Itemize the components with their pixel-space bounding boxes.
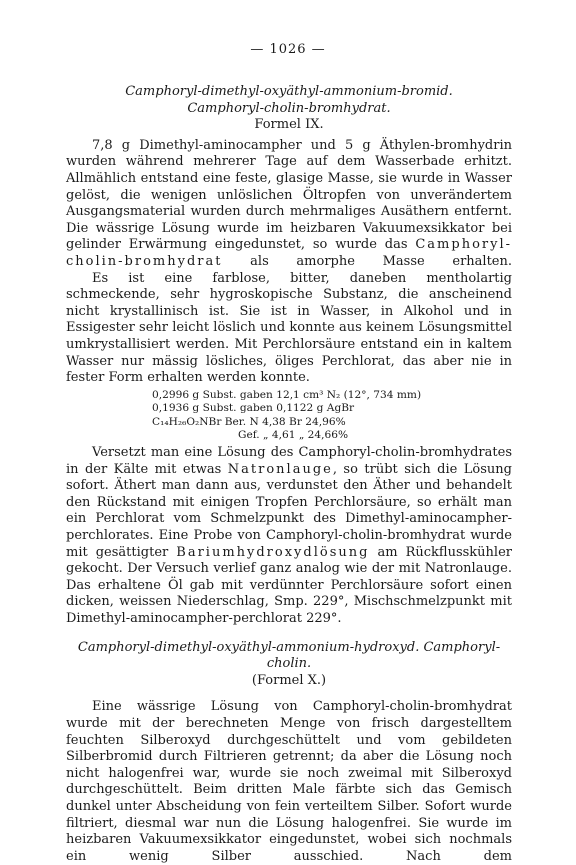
analysis-line: C₁₄H₂₆O₂NBr Ber. N 4,38 Br 24,96% (152, 415, 346, 428)
analysis-line: 0,2996 g Subst. gaben 12,1 cm³ N₂ (12°, 734 mm) (152, 388, 422, 401)
paragraph (66, 445, 512, 628)
section-title: Camphoryl-dimethyl-oxyäthyl-ammonium-hydroxyd. Camphoryl-cholin. (77, 639, 501, 672)
paragraph: Es ist eine farblose, bitter, daneben mentholartig schmeckende, sehr hygroskopische Substanz, die anscheinend nicht krystallinisch ist. Sie ist in Wasser, in Alkohol und in Essigester sehr leicht löslich und konnte aus keinem Lösungsmittel umkrystallisiert werden. Mit Perchlorsäure entstand ein in kaltem Wasser nur mässig lösliches, öliges Perchlorat, das aber nie in fester Form erhalten werden konnte. (66, 270, 512, 386)
elemental-analysis (152, 389, 512, 443)
formula-label: Formel IX. (254, 117, 324, 133)
section-subtitle: Camphoryl-cholin-bromhydrat. (187, 100, 391, 116)
paragraph-text: am Rückflusskühler gekocht. Der Versuch verlief ganz analog wie der mit Natronlauge. Das erhaltene Öl gab mit verdünnter Perchlorsäure sofort einen dicken, weissen Niederschlag, Smp. 229°, Mischschmelzpunkt mit Dimethyl-aminocampher-perchlorat 229°. (66, 544, 512, 626)
paragraph-text: 7,8 g Dimethyl-aminocampher und 5 g Äthylen-bromhydrin wurden während mehrerer Tage auf dem Wasserbade erhitzt. Allmählich entstand eine feste, glasige Masse, sie wurde in Wasser gelöst, die wenigen unlöslichen Öltropfen von unverändertem Ausgangsmaterial wurden durch mehrmaliges Ausäthern entfernt. Die wässrige Lösung wurde im heizbaren Vakuumexsikkator bei gelinder Erwärmung eingedunstet, so wurde das (66, 137, 512, 253)
paragraph-text: Versetzt man eine Lösung des Camphoryl-cholin-bromhydrates in der Kälte mit etwas (66, 445, 512, 477)
paragraph: Eine wässrige Lösung von Camphoryl-cholin-bromhydrat wurde mit der berechneten Menge von frisch dargestelltem feuchten Silberoxyd durchgeschüttelt und vom gebildeten Silberbromid durch Filtrieren getrennt; da aber die Lösung noch nicht halogenfrei war, wurde sie noch zweimal mit Silberoxyd durchgeschüttelt. Beim dritten Male färbte sich das Gemisch dunkel unter Abscheidung von fein verteiltem Silber. Sofort wurde filtriert, diesmal war nun die Lösung halogenfrei. Sie wurde im heizbaren Vakuumexsikkator eingedunstet, wobei sich nochmals ein wenig Silber ausschied. Nach dem (66, 699, 512, 864)
formula-label: (Formel X.) (251, 672, 327, 688)
analysis-line: Gef. „ 4,61 „ 24,66% (238, 429, 349, 442)
spaced-term: Camphoryl-cholin-bromhydrat (66, 237, 512, 269)
analysis-line: 0,1936 g Subst. gaben 0,1122 g AgBr (152, 402, 355, 415)
paragraph (66, 138, 512, 271)
paragraph-text: als amorphe Masse erhalten. (250, 253, 512, 269)
body-text (66, 84, 512, 865)
paragraph-text: , so trübt sich die Lösung sofort. Äthert man dann aus, verdunstet den Äther und behandelt den Rückstand mit einigen Tropfen Perchlorsäure, so erhält man ein Perchlorat vom Schmelzpunkt des Dimethyl-aminocampher-perchlorates. Eine Probe von Camphoryl-cholin-bromhydrat wurde mit gesättigter (66, 461, 512, 560)
spaced-term: Natronlauge (227, 461, 333, 477)
page-number-header: — 1026 — (250, 42, 326, 57)
section-title: Camphoryl-dimethyl-oxyäthyl-ammonium-bromid. (125, 84, 453, 99)
spaced-term: Bariumhydroxydlösung (176, 544, 370, 560)
